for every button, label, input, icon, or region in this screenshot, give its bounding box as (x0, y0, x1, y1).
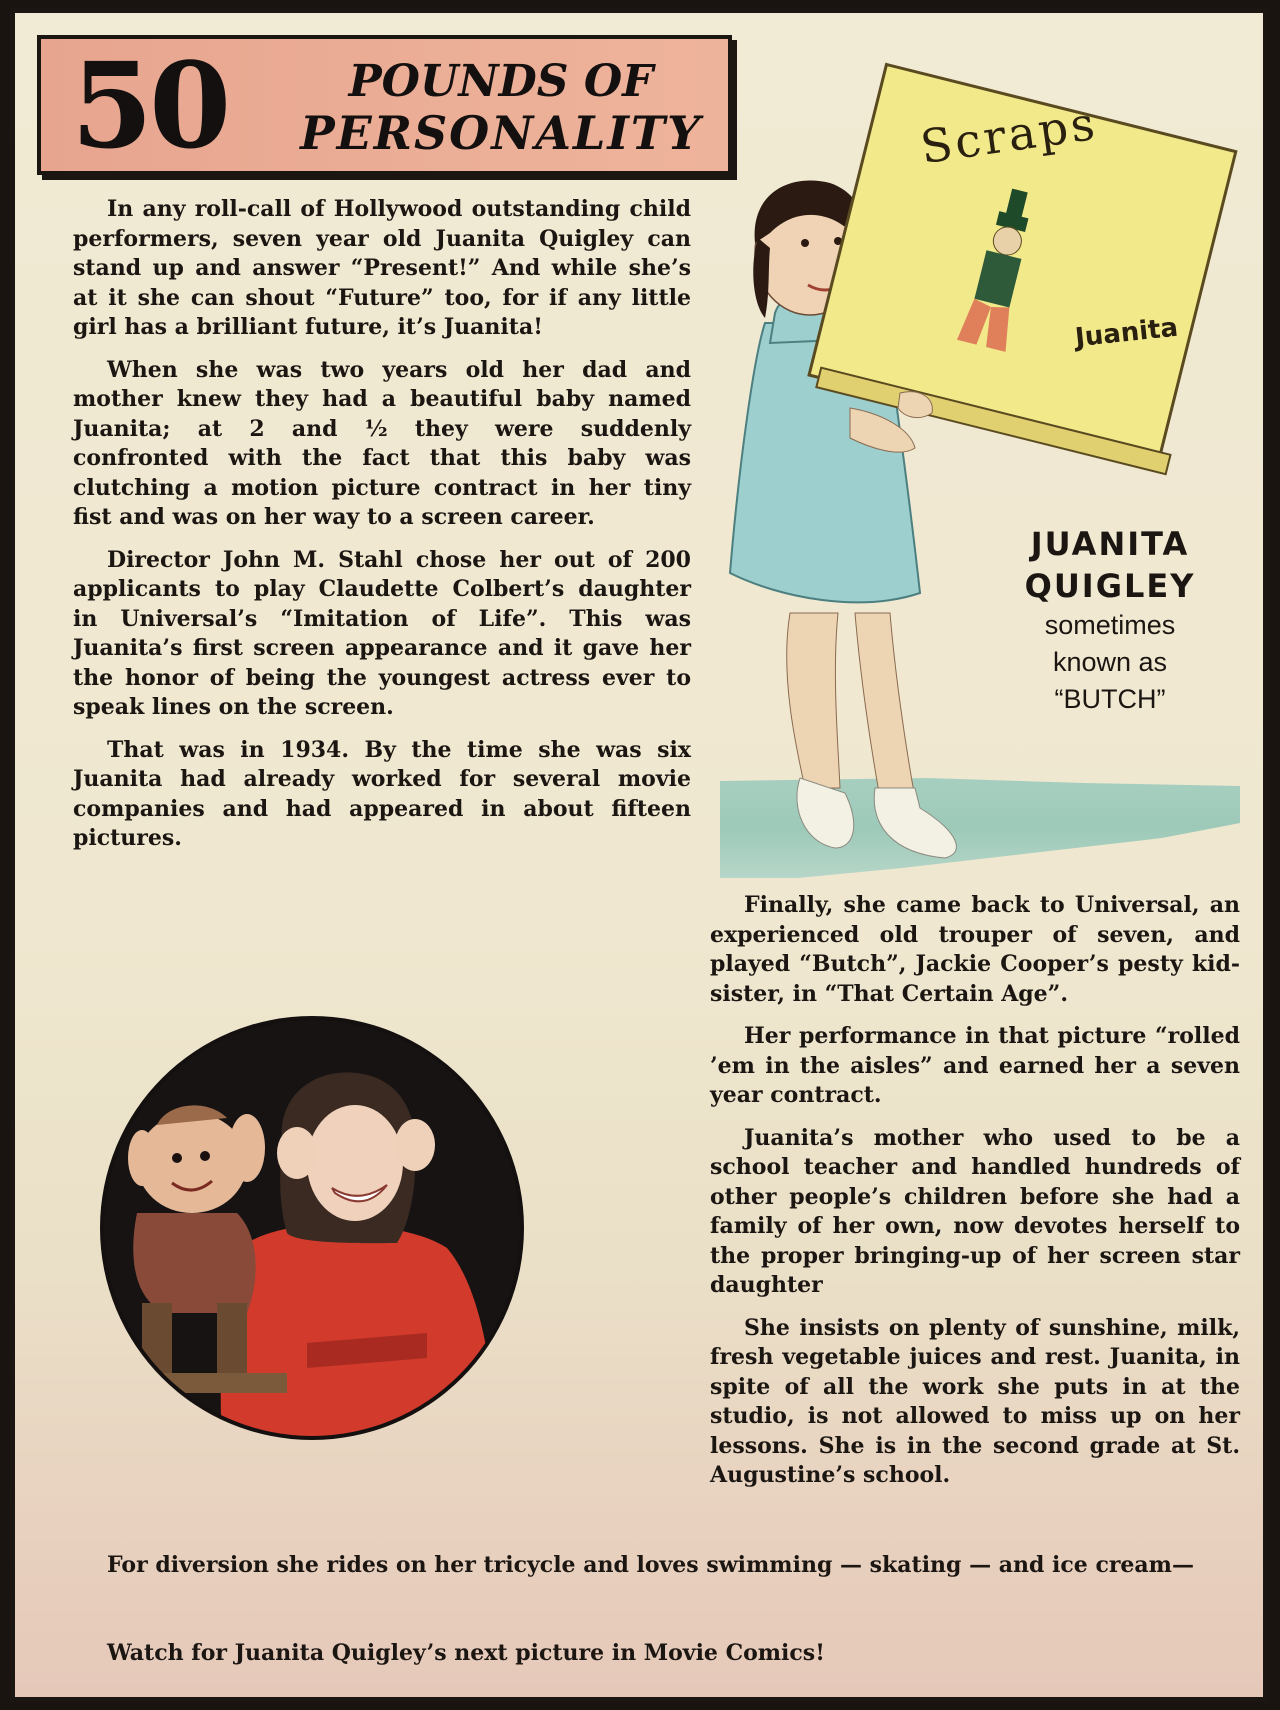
title-words (276, 57, 726, 159)
paragraph-universal: Finally, she came back to Universal, an experienced old trouper of seven, and played “Butch”, Jackie Cooper’s pesty kid-sister, in “That Certain Age”. (710, 892, 1240, 1007)
paragraph-roll-call: In any roll-call of Hollywood outstanding child performers, seven year old Juanita Quigley can stand up and answer “Present!” And while she’s at it she can shout “Future” too, for if any little girl has a brilliant future, it’s Juanita! (73, 196, 691, 340)
paragraph-performance: Her performance in that picture “rolled ’em in the aisles” and earned her a seven year contract. (710, 1023, 1240, 1108)
right-column (710, 891, 1240, 1504)
watch-for-line: Watch for Juanita Quigley’s next picture in Movie Comics! (107, 1640, 825, 1666)
paragraph-diversion: For diversion she rides on her tricycle and loves swimming — skating — and ice cream— (107, 1552, 1194, 1578)
paragraph-mother: Juanita’s mother who used to be a school teacher and handled hundreds of other people’s children before she had a family of her own, now devotes herself to the proper bringing-up of her screen star daughter (710, 1124, 1240, 1298)
paragraph-two-years: When she was two years old her dad and mother knew they had a beautiful baby named Juanita; at 2 and ½ they were suddenly confronted with the fact that this baby was clutching a motion picture contract in her tiny fist and was on her way to a screen career. (73, 356, 691, 530)
title-number: 50 (71, 36, 228, 175)
caption-last-name: QUIGLEY (1024, 567, 1196, 605)
paragraph-sunshine: She insists on plenty of sunshine, milk, fresh vegetable juices and rest. Juanita, in spite of all the work she puts in at the studio, is not allowed to miss up on her lessons. She is in the second grade at St. Augustine’s school. (710, 1314, 1240, 1488)
title-line-2: PERSONALITY (300, 106, 702, 160)
caption-first-name: JUANITA (1030, 525, 1190, 563)
photo-caption (1005, 523, 1215, 718)
title-line-1: POUNDS OF (348, 56, 654, 107)
photo-girl-with-scrapbook (720, 53, 1240, 873)
girl-illustration (720, 53, 1240, 873)
magazine-page (10, 8, 1268, 1702)
left-column (73, 195, 691, 867)
photo-girl-with-dwarf-doll (97, 1013, 527, 1443)
diversion-paragraph (73, 1551, 1243, 1581)
caption-sub-3: “BUTCH” (1054, 684, 1166, 714)
title-banner (37, 35, 732, 175)
book-title: Scraps (917, 95, 1101, 175)
circle-photo-illustration (97, 1013, 527, 1443)
paragraph-1934: That was in 1934. By the time she was six Juanita had already worked for several movie companies and had appeared in about fifteen pictures. (73, 736, 691, 851)
paragraph-director: Director John M. Stahl chose her out of 200 applicants to play Claudette Colbert’s daughter in Universal’s “Imitation of Life”. This was Juanita’s first screen appearance and it gave her the honor of being the youngest actress ever to speak lines on the screen. (73, 546, 691, 720)
caption-sub-2: known as (1052, 647, 1168, 677)
book-name: Juanita (1073, 312, 1180, 354)
caption-sub-1: sometimes (1044, 610, 1176, 640)
